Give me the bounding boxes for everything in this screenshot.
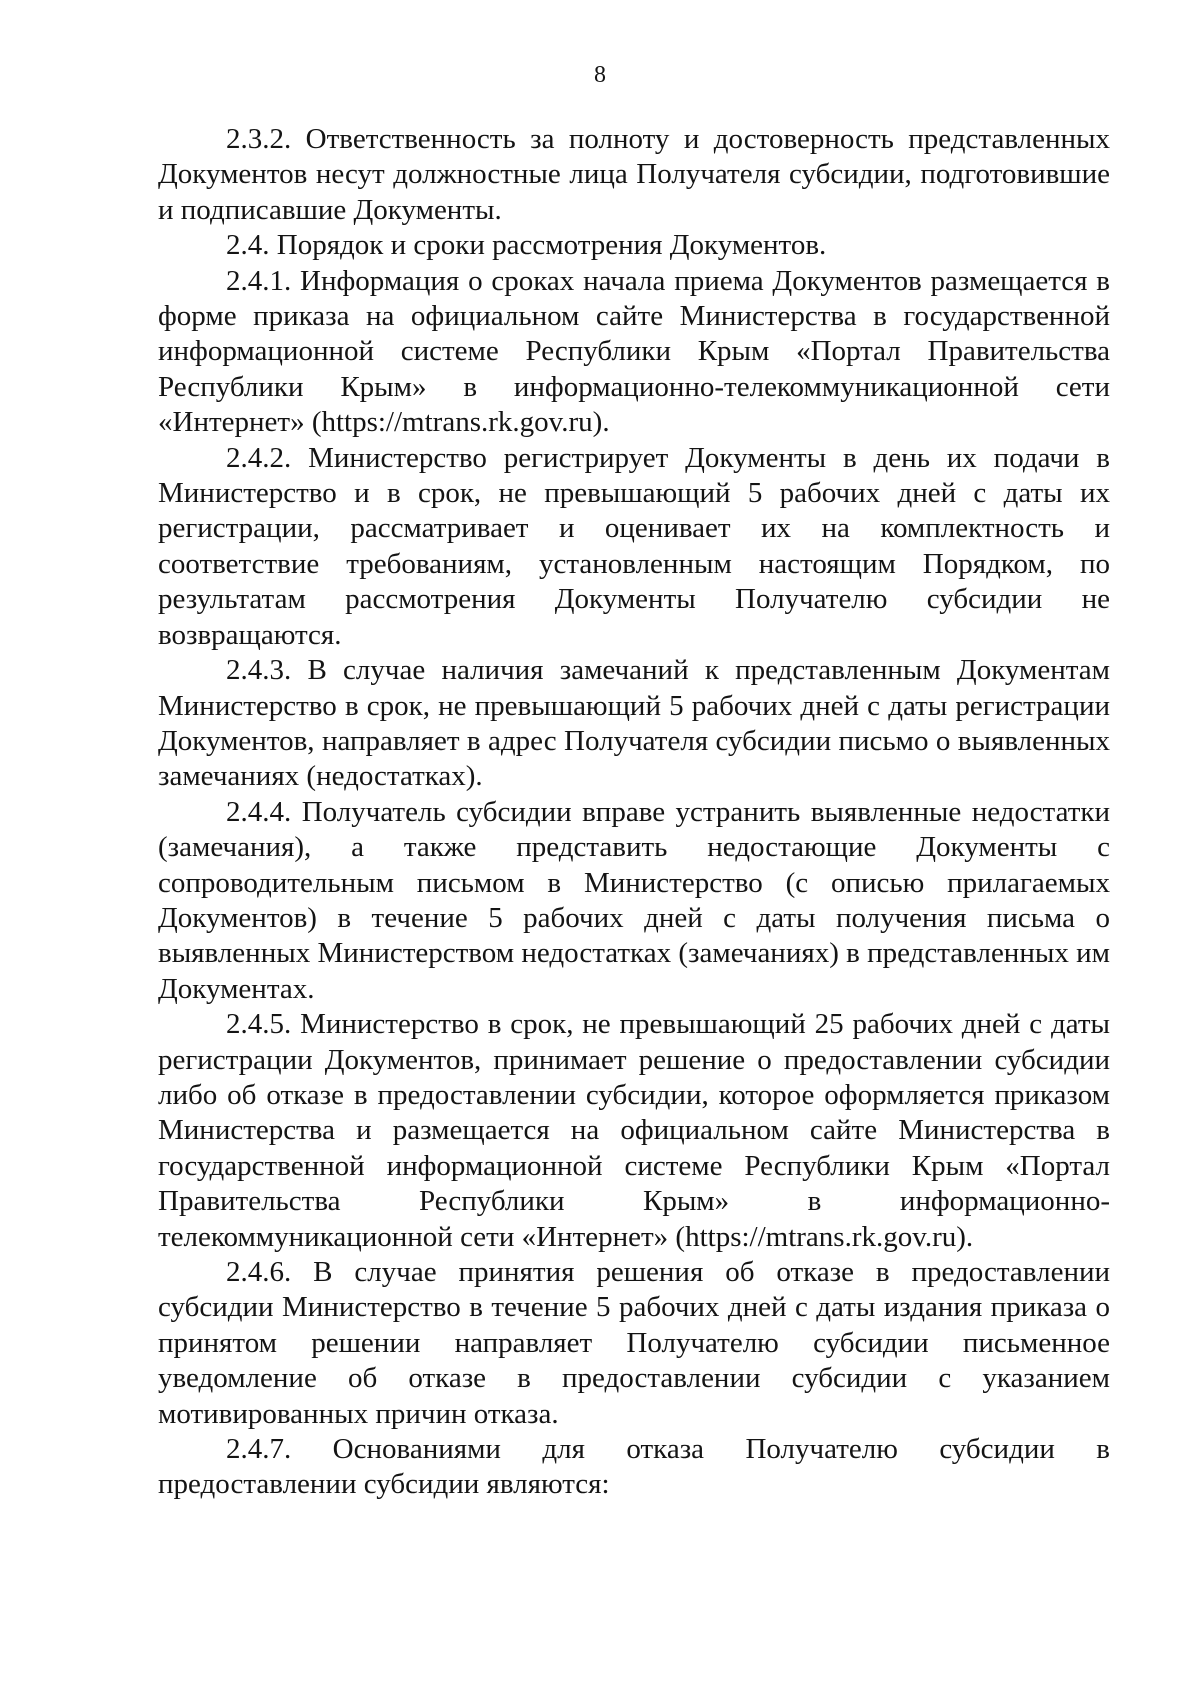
paragraph-2-4-1: 2.4.1. Информация о сроках начала приема Документов размещается в форме приказа на официальном сайте Министерства в государственной информационной системе Республики Крым «Портал Правительства Республики Крым» в информационно-телекоммуникационной сети «Интернет» (https://mtrans.rk.gov.ru). (158, 264, 1110, 439)
paragraph-2-3-2: 2.3.2. Ответственность за полноту и достоверность представленных Документов несут должностные лица Получателя субсидии, подготовившие и подписавшие Документы. (158, 123, 1110, 226)
paragraph-2-4-3: 2.4.3. В случае наличия замечаний к представленным Документам Министерство в срок, не превышающий 5 рабочих дней с даты регистрации Документов, направляет в адрес Получателя субсидии письмо о выявленных замечаниях (недостатках). (158, 654, 1110, 793)
document-body (158, 122, 1110, 1503)
paragraph-2-4-5: 2.4.5. Министерство в срок, не превышающий 25 рабочих дней с даты регистрации Документов, принимает решение о предоставлении субсидии либо об отказе в предоставлении субсидии, которое оформляется приказом Министерства и размещается на официальном сайте Министерства в государственной информационной системе Республики Крым «Портал Правительства Республики Крым» в информационно-телекоммуникационной сети «Интернет» (https://mtrans.rk.gov.ru). (158, 1008, 1110, 1253)
paragraph-2-4: 2.4. Порядок и сроки рассмотрения Документов. (226, 229, 827, 262)
paragraph-2-4-4: 2.4.4. Получатель субсидии вправе устранить выявленные недостатки (замечания), а также представить недостающие Документы с сопроводительным письмом в Министерство (с описью прилагаемых Документов) в течение 5 рабочих дней с даты получения письма о выявленных Министерством недостатках (замечаниях) в представленных им Документах. (158, 795, 1110, 1005)
paragraph-2-4-7: 2.4.7. Основаниями для отказа Получателю субсидии в предоставлении субсидии являются: (158, 1433, 1110, 1501)
paragraph-2-4-2: 2.4.2. Министерство регистрирует Документы в день их подачи в Министерство и в срок, не превышающий 5 рабочих дней с даты их регистрации, рассматривает и оценивает их на комплектность и соответствие требованиям, установленным настоящим Порядком, по результатам рассмотрения Документы Получателю субсидии не возвращаются. (158, 441, 1110, 651)
paragraph-2-4-6: 2.4.6. В случае принятия решения об отказе в предоставлении субсидии Министерство в течение 5 рабочих дней с даты издания приказа о принятом решении направляет Получателю субсидии письменное уведомление об отказе в предоставлении субсидии с указанием мотивированных причин отказа. (158, 1256, 1110, 1430)
page-number: 8 (594, 62, 606, 88)
